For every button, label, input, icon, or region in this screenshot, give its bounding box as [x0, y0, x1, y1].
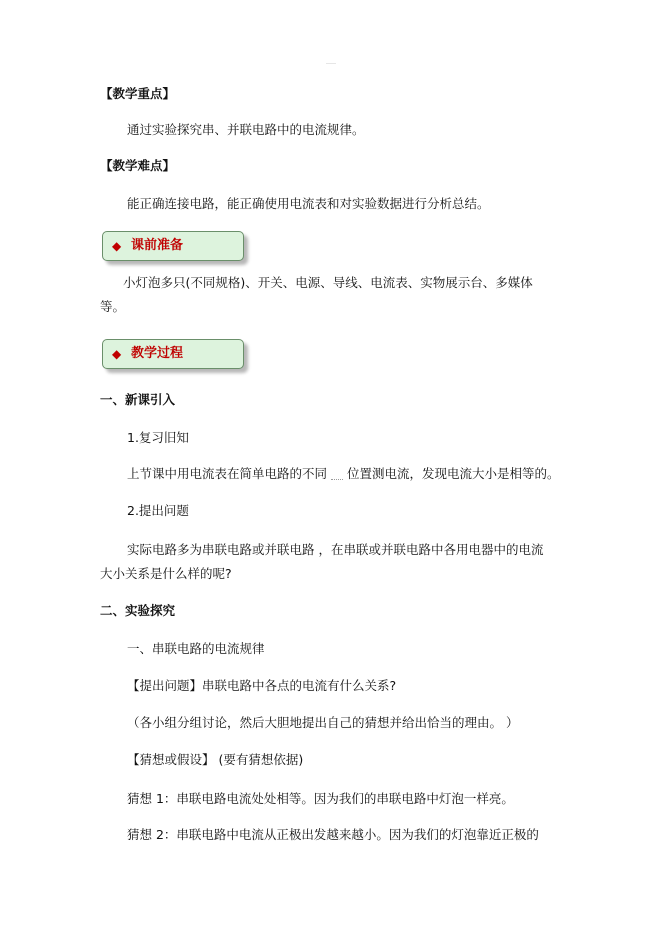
- question-line-1: 实际电路多为串联电路或并联电路 ，在串联或并联电路中各用电器中的电流: [127, 542, 544, 557]
- section-1-title: 一、新课引入: [100, 392, 176, 407]
- heading-key-points: 【教学重点】: [100, 86, 176, 101]
- preparation-box: [102, 231, 244, 261]
- sub-section-1-title: 一、串联电路的电流规律: [127, 641, 265, 656]
- preparation-line-2: 等。: [100, 299, 126, 314]
- section-2-title: 二、实验探究: [100, 603, 176, 618]
- guess-heading: 【猜想或假设】 (要有猜想依据): [127, 752, 304, 767]
- guess-1: 猜想 1：串联电路电流处处相等。因为我们的串联电路中灯泡一样亮。: [127, 791, 514, 806]
- key-points-text: 通过实验探究串、并联电路中的电流规律。: [127, 122, 365, 137]
- review-title: 1.复习旧知: [127, 430, 189, 445]
- diamond-icon: ◆: [112, 347, 122, 361]
- review-text: [127, 465, 560, 483]
- guess-2: 猜想 2：串联电路中电流从正极出发越来越小。因为我们的灯泡靠近正极的: [127, 827, 539, 842]
- process-box: [102, 339, 244, 369]
- review-text-part-2: 位置测电流，发现电流大小是相等的。: [347, 466, 560, 481]
- question-title: 2.提出问题: [127, 503, 189, 518]
- review-text-part-1: 上节课中用电流表在简单电路的不同: [127, 466, 328, 481]
- ask-question: 【提出问题】串联电路中各点的电流有什么关系?: [127, 678, 397, 693]
- difficulties-text: 能正确连接电路，能正确使用电流表和对实验数据进行分析总结。: [127, 196, 490, 211]
- decorative-mark: [326, 63, 336, 64]
- preparation-box-label: 课前准备: [131, 238, 184, 253]
- process-box-label: 教学过程: [131, 346, 184, 361]
- preparation-line-1: 小灯泡多只(不同规格)、开关、电源、导线、电流表、实物展示台、多媒体: [123, 275, 533, 290]
- question-line-2: 大小关系是什么样的呢?: [100, 566, 232, 581]
- ask-note: （各小组分组讨论，然后大胆地提出自己的猜想并给出恰当的理由。 ）: [127, 715, 519, 730]
- heading-difficulties: 【教学难点】: [100, 158, 176, 173]
- dotted-blank: [331, 479, 343, 480]
- diamond-icon: ◆: [112, 239, 122, 253]
